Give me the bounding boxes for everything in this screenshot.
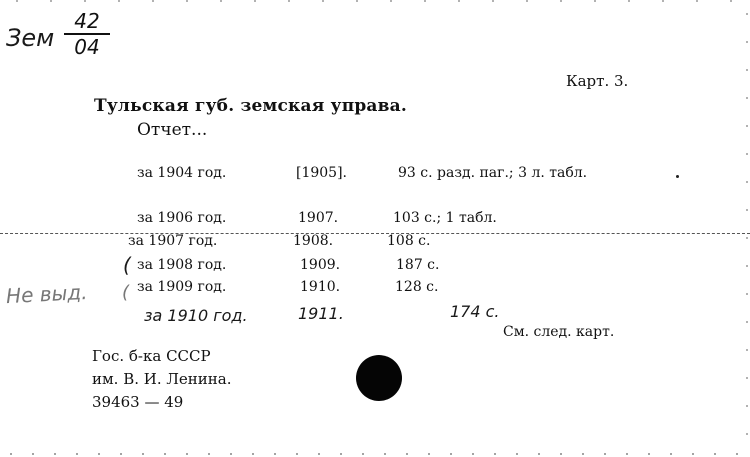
subheading: Отчет... (137, 120, 208, 140)
row-1-pages: 93 с. разд. паг.; 3 л. табл. (398, 165, 588, 181)
library-line-3: 39463 — 49 (92, 393, 184, 411)
right-edge-dots (746, 0, 748, 457)
row-5-year: 1910. (300, 279, 341, 295)
row-1-year: [1905]. (296, 165, 348, 181)
card-label: Карт. 3. (566, 72, 629, 90)
row-4-pages: 187 с. (396, 257, 440, 273)
shelf-code-numerator: 42 (74, 9, 100, 33)
handwritten-row-year: 1911. (298, 304, 344, 323)
row-3-year: 1908. (293, 233, 334, 249)
row-2-year: 1907. (298, 210, 339, 226)
see-next-card: См. след. карт. (503, 324, 615, 340)
library-line-2: им. В. И. Ленина. (92, 370, 232, 388)
row-3-pages: 108 с. (387, 233, 431, 249)
margin-bracket: ( (122, 282, 130, 303)
shelf-code-prefix: Зем (6, 24, 55, 52)
row-5-pages: 128 с. (395, 279, 439, 295)
shelf-code-denominator: 04 (74, 35, 100, 59)
row-1-label: за 1904 год. (137, 165, 227, 181)
row-5-label: за 1909 год. (137, 279, 227, 295)
card-punch-hole (356, 355, 402, 401)
ink-speck (676, 175, 679, 178)
margin-note: Не выд. (5, 279, 89, 309)
underline-dash (0, 233, 750, 234)
handwritten-row-pages: 174 с. (450, 302, 500, 321)
bracket-mark: ( (123, 253, 131, 277)
library-line-1: Гос. б-ка СССР (92, 347, 211, 365)
heading: Тульская губ. земская управа. (94, 96, 407, 116)
row-3-label: за 1907 год. (128, 233, 218, 249)
row-4-label: за 1908 год. (137, 257, 227, 273)
row-2-label: за 1906 год. (137, 210, 227, 226)
row-2-pages: 103 с.; 1 табл. (393, 210, 497, 226)
top-edge-dots (0, 0, 750, 2)
row-4-year: 1909. (300, 257, 341, 273)
handwritten-row-label: за 1910 год. (144, 306, 248, 325)
shelf-code-fraction (64, 10, 110, 58)
bottom-edge-dots (0, 453, 750, 455)
